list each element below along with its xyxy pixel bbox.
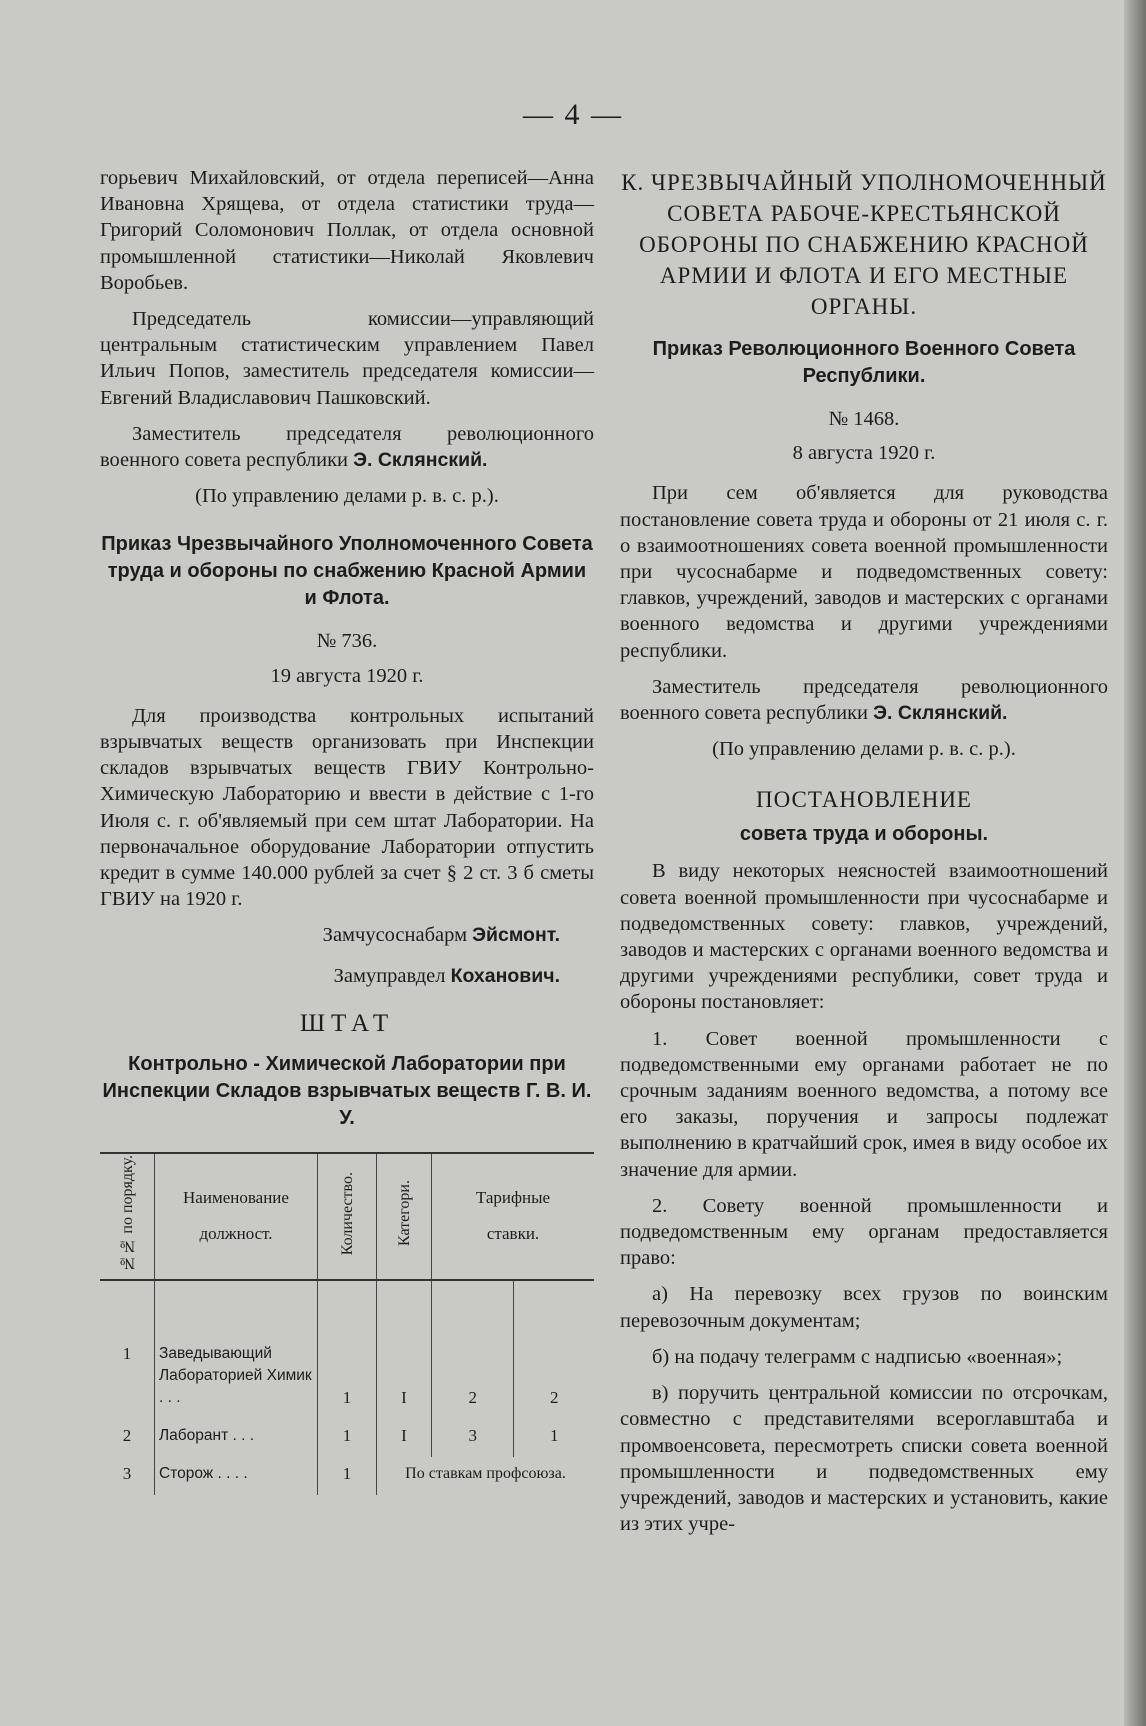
header-rates: Тарифные ставки.: [432, 1153, 595, 1280]
deputy-name: Э. Склянский.: [353, 449, 488, 472]
staff-title: ШТАТ: [299, 1009, 395, 1037]
order-date-right: 8 августа 1920 г.: [792, 442, 936, 465]
deputy-name: Э. Склянский.: [873, 702, 1008, 725]
staff-table: [100, 1152, 594, 1495]
order-text-left: Для производства контрольных испытаний взрывчатых веществ организовать при Инспекции складов взрывчатых веществ ГВИУ Контрольно-Химическую Лабораторию и ввести в действие с 1-го Июля с. г. об'являемый при сем штат Лаборатории. На первоначальное оборудование Лаборатории отпустить кредит в сумме 140.000 рублей за счет § 2 ст. 3 б сметы ГВИУ на 1920 г.: [100, 704, 594, 911]
resolution-item-2b: б) на подачу телеграмм с надписью «военная»;: [652, 1345, 1063, 1368]
header-qty: Количество.: [318, 1153, 377, 1280]
page-number: — 4 —: [523, 98, 623, 131]
section-heading: К. ЧРЕЗВЫЧАЙНЫЙ УПОЛНОМОЧЕННЫЙ СОВЕТА РАБОЧЕ-КРЕСТЬЯНСКОЙ ОБОРОНЫ ПО СНАБЖЕНИЮ КРАСНОЙ АРМИИ И ФЛОТА И ЕГО МЕСТНЫЕ ОРГАНЫ.: [621, 170, 1107, 319]
commission-chair-paragraph: Председатель комиссии—управляющий центральным статистическим управлением Павел Ильич Попов, заместитель председателя комиссии—Евгений Владиславович Пашковский.: [100, 308, 594, 409]
order-number-right: № 1468.: [828, 408, 900, 430]
deputy-text: Заместитель председателя революционного военного совета республики: [100, 422, 594, 472]
table-spacer-row: [100, 1280, 594, 1337]
signature-eismont: [100, 922, 594, 948]
sig2-name: Коханович.: [450, 964, 560, 987]
table-row: 2 Лаборант . . . 1 I 3 1: [100, 1419, 594, 1457]
deputy-signature-left: [100, 421, 594, 473]
sig2-title: Замуправдел: [333, 964, 446, 987]
resolution-intro: В виду некоторых неясностей взаимоотношений совета военной промышленности при чусоснабарме и подведомственных совету: главков, учреждений, заводов и мастерских с органами военного ведомства и другими учреждениями республики, совет труда и обороны постановляет:: [620, 860, 1108, 1014]
staff-subtitle: Контрольно - Химической Лаборатории при Инспекции Складов взрывчатых веществ Г. В. И. У.: [102, 1053, 592, 1130]
page-edge: [1124, 0, 1146, 1726]
resolution-item-1: 1. Совет военной промышленности с подведомственными ему органами работает не по срочным заданиям военного ведомства, а потому все его заказы, поручения и запросы подлежат выполнению в кратчайший срок, имея в виду особое их значение для армии.: [620, 1027, 1109, 1181]
deputy-signature-right: [620, 674, 1108, 726]
table-row: 3 Сторож . . . . 1 По ставкам профсоюза.: [100, 1457, 594, 1495]
resolution-title: ПОСТАНОВЛЕНИЕ: [756, 787, 972, 813]
resolution-item-2: 2. Совету военной промышленности и подведомственным ему органам предоставляется право:: [620, 1194, 1108, 1270]
order-heading-right: Приказ Революционного Военного Совета Республики.: [652, 338, 1076, 387]
order-heading-left: Приказ Чрезвычайного Уполномоченного Совета труда и обороны по снабжению Красной Армии и Флота.: [101, 533, 593, 610]
resolution-item-2c: в) поручить центральной комиссии по отсрочкам, совместно с представителями всероглавштаба и промвоенсовета, пересмотреть списки совета военной промышленности и подведомственных ему учреждений, заводов и мастерских и установить, какие из этих учре-: [620, 1382, 1108, 1536]
sig1-title: Замчусоснабарм: [322, 924, 468, 947]
header-cat: Категори.: [377, 1153, 432, 1280]
continued-paragraph: горьевич Михайловский, от отдела переписей—Анна Ивановна Хрящева, от отдела статистики труда—Григорий Соломонович Поллак, от отдела основной промышленной статистики—Николай Яковлевич Воробьев.: [100, 167, 594, 294]
signature-kokhanovich: [100, 963, 594, 989]
header-num: №№ по порядку.: [100, 1153, 155, 1280]
right-column: [620, 165, 1108, 1547]
table-header-row: [100, 1153, 594, 1280]
order-date-left: 19 августа 1920 г.: [270, 664, 424, 687]
resolution-item-2a: а) На перевозку всех грузов по воинским перевозочным документам;: [620, 1283, 1108, 1332]
header-name: Наименование должност.: [155, 1153, 318, 1280]
deputy-text: Заместитель председателя революционного военного совета республики: [620, 675, 1108, 725]
left-column: [100, 165, 594, 1495]
admin-note-right: (По управлению делами р. в. с. р.).: [712, 738, 1016, 761]
order-number-left: № 736.: [316, 630, 378, 653]
admin-note-left: (По управлению делами р. в. с. р.).: [195, 485, 499, 508]
order-text-right: При сем об'является для руководства постановление совета труда и обороны от 21 июля с. г. о взаимоотношениях совета военной промышленности при чусоснабарме и подведомственных совету: главков, учреждений, заводов и мастерских с органами военного ведомства и другими учреждениями республики.: [620, 482, 1108, 662]
resolution-subtitle: совета труда и обороны.: [739, 823, 989, 846]
table-row: 1 Заведывающий Лабораторией Химик . . . 1 I 2 2: [100, 1337, 594, 1419]
sig1-name: Эйсмонт.: [472, 924, 560, 947]
